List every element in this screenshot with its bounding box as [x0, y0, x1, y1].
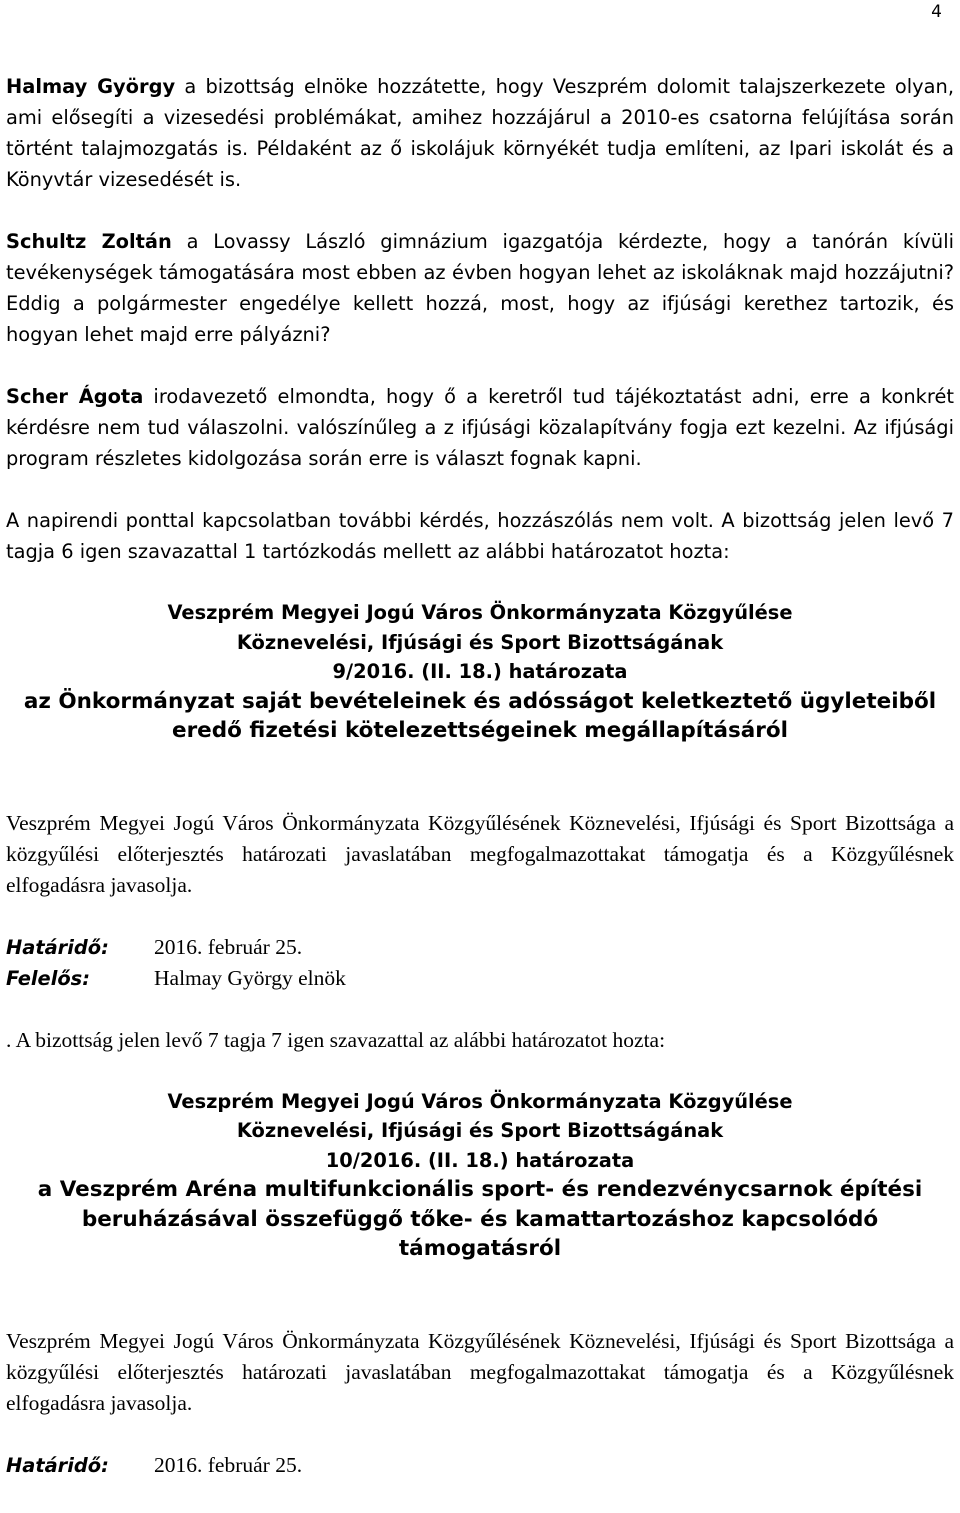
- resolution-subject: beruházásával összefüggő tőke- és kamattartozáshoz kapcsolódó: [81, 1206, 879, 1232]
- speaker-name: Schultz Zoltán: [6, 230, 172, 253]
- resolution-body-2: Veszprém Megyei Jogú Város Önkormányzata Közgyűlésének Köznevelési, Ifjúsági és Sport Bizottsága a közgyűlési előterjesztés határozati javaslatában megfogalmazottakat támogatja és a Közgyűlésnek elfogadásra javasolja.: [6, 1328, 954, 1415]
- deadline-label: Határidő:: [6, 1453, 109, 1477]
- deadline-row-2: [6, 1450, 954, 1481]
- deadline-value: 2016. február 25.: [154, 1452, 303, 1477]
- speaker-name: Halmay György: [6, 75, 176, 98]
- paragraph-halmay: [6, 71, 954, 195]
- speaker-name: Scher Ágota: [6, 385, 144, 408]
- resolution-number: 10/2016. (II. 18.) határozata: [325, 1148, 635, 1172]
- resolution-committee: Köznevelési, Ifjúsági és Sport Bizottságának: [236, 630, 724, 654]
- resolution-subject: az Önkormányzat saját bevételeinek és adósságot keletkeztető ügyleteiből: [23, 688, 937, 714]
- paragraph-vote-1: A napirendi ponttal kapcsolatban további kérdés, hozzászólás nem volt. A bizottság jelen levő 7 tagja 6 igen szavazattal 1 tartózkodás mellett az alábbi határozatot hozta:: [6, 509, 954, 563]
- paragraph-schultz: [6, 226, 954, 350]
- resolution-body-1: Veszprém Megyei Jogú Város Önkormányzata Közgyűlésének Köznevelési, Ifjúsági és Sport Bizottsága a közgyűlési előterjesztés határozati javaslatában megfogalmazottakat támogatja és a Közgyűlésnek elfogadásra javasolja.: [6, 810, 954, 897]
- deadline-label: Határidő:: [6, 935, 109, 959]
- document-body: [6, 71, 954, 1481]
- responsible-label: Felelős:: [6, 966, 90, 990]
- paragraph-vote-2: . A bizottság jelen levő 7 tagja 7 igen szavazattal az alábbi határozatot hozta:: [6, 1027, 666, 1052]
- resolution-issuer: Veszprém Megyei Jogú Város Önkormányzata Közgyűlése: [167, 1089, 793, 1113]
- resolution-subject: támogatásról: [398, 1236, 562, 1261]
- resolution-issuer: Veszprém Megyei Jogú Város Önkormányzata Közgyűlése: [167, 601, 793, 624]
- responsible-row-1: [6, 963, 954, 994]
- resolution-heading-2: [6, 1087, 954, 1264]
- deadline-row-1: [6, 932, 954, 963]
- resolution-heading-1: [6, 598, 954, 746]
- paragraph-text: a bizottság elnöke hozzátette, hogy Veszprém dolomit talajszerkezete olyan, ami elősegíti a vizesedési problémákat, amihez hozzájárul a 2010-es csatorna felújítása során történt talajmozgatás is. Példaként az ő iskolájuk környékét tudja említeni, az Ipari iskolát és a Könyvtár vizesedését is.: [6, 75, 954, 191]
- resolution-subject: eredő fizetési kötelezettségeinek megállapításáról: [171, 718, 789, 743]
- resolution-committee: Köznevelési, Ifjúsági és Sport Bizottságának: [236, 1119, 724, 1142]
- page-number: 4: [931, 2, 942, 22]
- paragraph-scher: [6, 381, 954, 474]
- deadline-value: 2016. február 25.: [154, 934, 303, 959]
- resolution-subject: a Veszprém Aréna multifunkcionális sport- és rendezvénycsarnok építési: [37, 1177, 923, 1202]
- paragraph-text: irodavezető elmondta, hogy ő a keretről tud tájékoztatást adni, erre a konkrét kérdésre nem tud válaszolni. valószínűleg a z ifjúsági közalapítvány fogja ezt kezelni. Az ifjúsági program részletes kidolgozása során erre is választ fognak kapni.: [6, 385, 954, 470]
- responsible-value: Halmay György elnök: [154, 965, 346, 990]
- paragraph-text: a Lovassy László gimnázium igazgatója kérdezte, hogy a tanórán kívüli tevékenységek támogatására most ebben az évben hogyan lehet az iskoláknak majd hozzájutni? Eddig a polgármester engedélye kellett hozzá, most, hogy az ifjúsági kerethez tartozik, és hogyan lehet majd erre pályázni?: [6, 230, 954, 346]
- resolution-number: 9/2016. (II. 18.) határozata: [332, 660, 628, 683]
